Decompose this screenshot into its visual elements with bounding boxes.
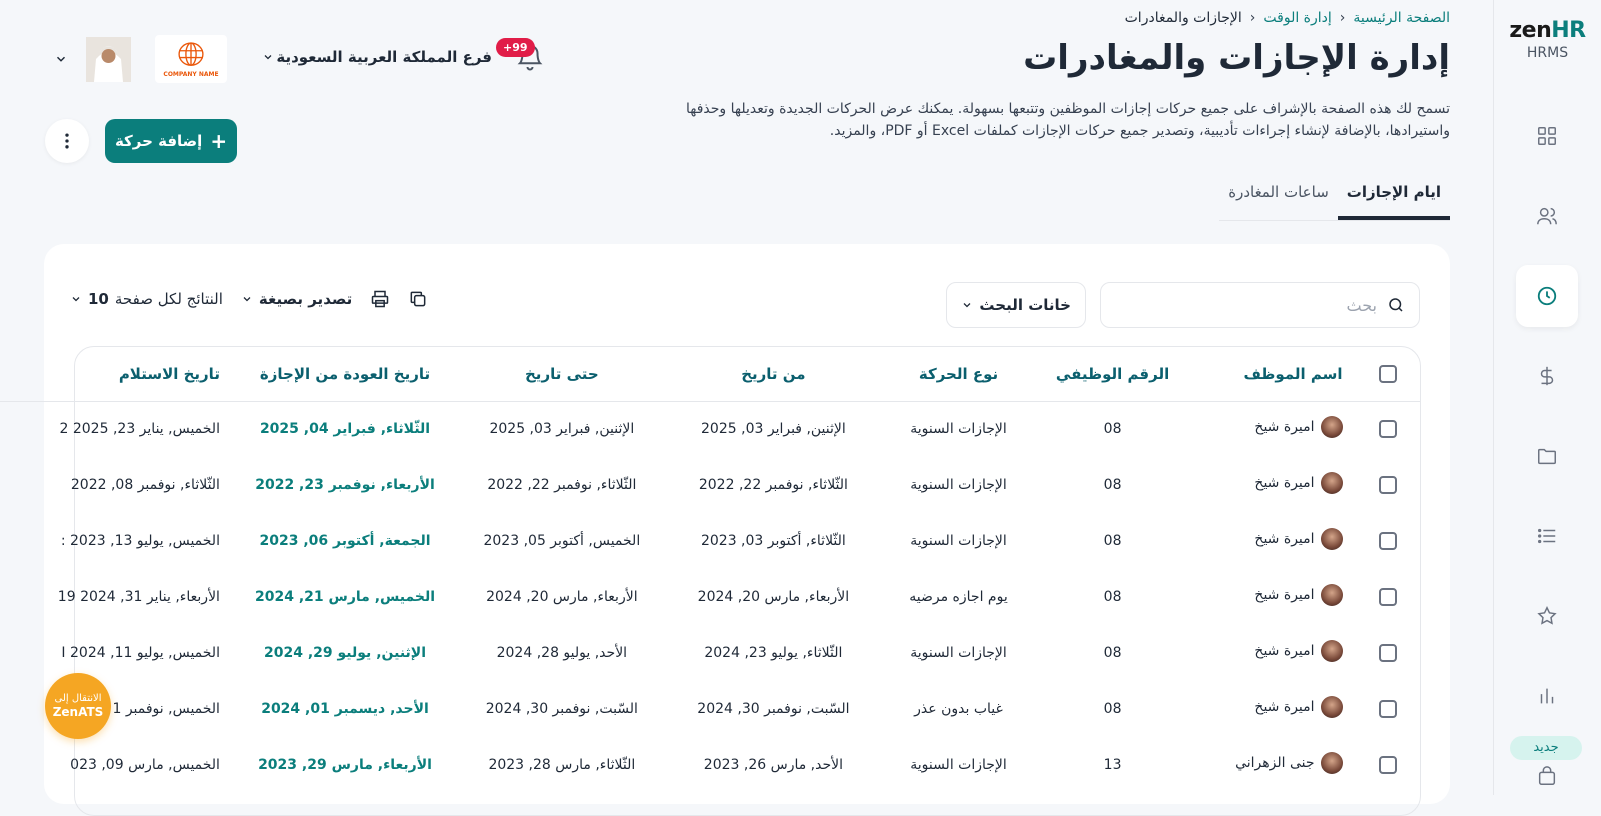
table-row[interactable] <box>0 457 1420 513</box>
sidebar <box>1493 0 1600 795</box>
return-date: الأحد, ديسمبر 01, 2024 <box>261 701 429 717</box>
select-all-checkbox[interactable] <box>1379 365 1397 383</box>
sidebar-item-store[interactable] <box>1516 745 1578 807</box>
breadcrumb-current: الإجازات والمغادرات <box>1124 10 1242 26</box>
to-date: الثّلاثاء, نوفمبر 22, 2022 <box>487 477 637 493</box>
new-badge: جديد <box>1510 736 1582 760</box>
app-logo[interactable]: zenHR HRMS <box>1509 18 1586 61</box>
search-input[interactable] <box>1100 282 1420 328</box>
sidebar-item-documents[interactable] <box>1516 425 1578 487</box>
row-checkbox[interactable] <box>1379 532 1397 550</box>
transaction-type: غياب بدون عذر <box>914 701 1003 717</box>
transaction-type: الإجازات السنوية <box>910 421 1007 438</box>
employee-id: 08 <box>1103 645 1122 661</box>
from-date: الأحد, مارس 26, 2023 <box>703 757 843 773</box>
employee-avatar <box>1321 696 1343 718</box>
zenats-floating-button[interactable] <box>45 673 111 739</box>
zenats-line1: الانتقال إلى <box>54 693 102 704</box>
return-date: الأربعاء, مارس 29, 2023 <box>258 757 432 773</box>
sidebar-item-lists[interactable] <box>1516 505 1578 567</box>
dashboard-icon <box>1536 125 1558 147</box>
breadcrumb-section[interactable]: إدارة الوقت <box>1263 10 1332 26</box>
header-return-date[interactable]: تاريخ العودة من الإجازة <box>234 347 456 401</box>
clock-icon <box>1536 285 1558 307</box>
page-title: إدارة الإجازات والمغادرات <box>1023 38 1450 78</box>
employee-id: 08 <box>1103 421 1122 438</box>
return-date: الإثنين, يوليو 29, 2024 <box>264 645 427 661</box>
receive-date: الخميس, يوليو 11, 2024 I <box>61 645 220 661</box>
employee-id: 08 <box>1103 701 1122 717</box>
sidebar-item-reports[interactable] <box>1516 665 1578 727</box>
return-date: الجمعة, أكتوبر 06, 2023 <box>259 533 431 549</box>
header-from-date[interactable]: من تاريخ <box>668 347 880 401</box>
copy-icon[interactable] <box>408 289 428 309</box>
chevron-down-icon <box>961 299 973 311</box>
employee-id: 08 <box>1103 477 1122 493</box>
transaction-type: الإجازات السنوية <box>910 477 1007 493</box>
search-placeholder: بحث <box>1346 295 1377 315</box>
return-date: الثّلاثاء, فبراير 04, 2025 <box>259 421 431 438</box>
from-date: الثّلاثاء, يوليو 23, 2024 <box>704 645 843 661</box>
table-row[interactable] <box>0 513 1420 569</box>
employee-avatar <box>1321 752 1343 774</box>
employee-id: 08 <box>1103 589 1122 605</box>
receive-date: الخميس, نوفمبر 1 <box>112 701 220 717</box>
breadcrumb-home[interactable]: الصفحة الرئيسية <box>1353 10 1450 26</box>
sidebar-item-time[interactable] <box>1516 265 1578 327</box>
to-date: السّبت, نوفمبر 30, 2024 <box>485 701 638 717</box>
more-options-button[interactable] <box>45 119 89 163</box>
to-date: الخميس, أكتوبر 05, 2023 <box>483 533 641 549</box>
leaves-table <box>0 347 1420 793</box>
folder-icon <box>1536 445 1558 467</box>
export-dropdown[interactable] <box>241 290 352 308</box>
print-icon[interactable] <box>370 289 390 309</box>
tabs <box>1219 178 1450 221</box>
sidebar-item-dashboard[interactable] <box>1516 105 1578 167</box>
employee-avatar <box>1321 640 1343 662</box>
branch-select[interactable] <box>262 48 492 66</box>
to-date: الثّلاثاء, مارس 28, 2023 <box>488 757 636 773</box>
header-employee-name[interactable]: اسم الموظف <box>1187 347 1356 401</box>
chevron-down-icon[interactable] <box>54 52 68 66</box>
chevron-down-icon <box>70 293 82 305</box>
user-avatar[interactable] <box>86 37 131 82</box>
table-row[interactable] <box>0 401 1420 457</box>
employee-name[interactable]: اميرة شيخ <box>1254 531 1315 547</box>
transaction-type: الإجازات السنوية <box>910 645 1007 661</box>
transaction-type: يوم اجازه مرضيه <box>909 589 1008 605</box>
receive-date: الخميس, مارس 09, 023 <box>70 757 220 773</box>
table-header-row <box>0 347 1420 401</box>
star-icon <box>1536 605 1558 627</box>
header-receive-date[interactable]: تاريخ الاستلام <box>0 347 234 401</box>
search-icon <box>1387 296 1405 314</box>
chevron-down-icon <box>262 51 274 63</box>
table-row[interactable] <box>0 569 1420 625</box>
search-fields-select[interactable] <box>946 282 1086 328</box>
row-checkbox[interactable] <box>1379 476 1397 494</box>
employee-id: 13 <box>1103 757 1122 773</box>
table-row[interactable] <box>0 737 1420 793</box>
export-label: تصدير بصيغة <box>258 290 353 308</box>
from-date: الثّلاثاء, نوفمبر 22, 2022 <box>698 477 848 493</box>
transaction-type: الإجازات السنوية <box>910 757 1007 773</box>
per-page-select[interactable] <box>70 290 223 308</box>
globe-icon <box>174 40 208 70</box>
employee-name[interactable]: اميرة شيخ <box>1254 587 1315 603</box>
return-date: الخميس, مارس 21, 2024 <box>254 589 436 605</box>
receive-date: الخميس, يناير 23, 2025 2 <box>59 421 220 438</box>
employee-id: 08 <box>1103 533 1122 549</box>
leaves-table-container[interactable] <box>57 346 1421 816</box>
sidebar-item-performance[interactable] <box>1516 585 1578 647</box>
company-logo[interactable]: COMPANY NAME <box>155 35 227 83</box>
employee-avatar <box>1321 528 1343 550</box>
per-page-label: النتائج لكل صفحة <box>114 290 223 308</box>
employee-avatar <box>1321 472 1343 494</box>
to-date: الإثنين, فبراير 03, 2025 <box>489 421 635 438</box>
bag-icon <box>1536 765 1558 787</box>
row-checkbox[interactable] <box>1379 756 1397 774</box>
employee-name[interactable]: جنى الزهراني <box>1235 755 1315 771</box>
from-date: الأربعاء, مارس 20, 2024 <box>697 589 850 605</box>
people-icon <box>1536 205 1558 227</box>
header-employee-id[interactable]: الرقم الوظيفي <box>1038 347 1187 401</box>
bar-chart-icon <box>1536 685 1558 707</box>
row-checkbox[interactable] <box>1379 700 1397 718</box>
receive-date: الأربعاء, يناير 31, 2024 19 <box>57 589 220 605</box>
list-icon <box>1536 525 1558 547</box>
row-checkbox[interactable] <box>1379 644 1397 662</box>
tab-leave-hours[interactable]: ساعات المغادرة <box>1228 183 1329 201</box>
dollar-icon <box>1536 365 1558 387</box>
table-row[interactable] <box>0 625 1420 681</box>
from-date: السّبت, نوفمبر 30, 2024 <box>697 701 850 717</box>
receive-date: الخميس, يوليو 13, 2023 : <box>60 533 220 549</box>
plus-icon: + <box>210 129 228 153</box>
employee-name[interactable]: اميرة شيخ <box>1254 419 1315 436</box>
from-date: الثّلاثاء, أكتوبر 03, 2023 <box>700 533 846 549</box>
sidebar-item-people[interactable] <box>1516 185 1578 247</box>
page-description: تسمح لك هذه الصفحة بالإشراف على جميع حركات إجازات الموظفين وتتبعها بسهولة. يمكنك عرض الحركات الجديدة وتعديلها وحذفها واستيرادها، بالإضافة لإنشاء إجراءات تأديبية، وتصدير جميع حركات الإجازات كملفات Excel أو PDF، والمزيد. <box>686 101 1450 139</box>
row-checkbox[interactable] <box>1379 420 1397 438</box>
sidebar-item-payroll[interactable] <box>1516 345 1578 407</box>
leaves-card <box>44 244 1450 804</box>
receive-date: الثّلاثاء, نوفمبر 08, 2022 <box>70 477 220 493</box>
more-vertical-icon <box>57 131 77 151</box>
table-toolbar <box>70 284 428 314</box>
employee-name[interactable]: اميرة شيخ <box>1254 475 1315 491</box>
row-checkbox[interactable] <box>1379 588 1397 606</box>
employee-avatar <box>1321 584 1343 606</box>
tab-leave-days[interactable]: ايام الإجازات <box>1338 178 1450 220</box>
header-to-date[interactable]: حتى تاريخ <box>456 347 668 401</box>
table-row[interactable] <box>0 681 1420 737</box>
to-date: الأحد, يوليو 28, 2024 <box>496 645 628 661</box>
add-transaction-button[interactable] <box>105 119 237 163</box>
employee-avatar <box>1321 416 1343 438</box>
per-page-value: 10 <box>88 290 109 308</box>
notification-badge: +99 <box>496 38 535 57</box>
from-date: الإثنين, فبراير 03, 2025 <box>701 421 846 438</box>
return-date: الأربعاء, نوفمبر 23, 2022 <box>255 477 435 493</box>
breadcrumb <box>1125 10 1450 26</box>
chevron-down-icon <box>241 293 253 305</box>
branch-label: فرع المملكة العربية السعودية <box>276 48 492 66</box>
employee-name[interactable]: اميرة شيخ <box>1254 699 1315 715</box>
add-transaction-label: إضافة حركة <box>114 132 203 150</box>
header-select-all[interactable] <box>1357 347 1420 401</box>
zenats-line2: ZenATS <box>52 705 104 719</box>
header-type[interactable]: نوع الحركة <box>879 347 1038 401</box>
employee-name[interactable]: اميرة شيخ <box>1254 643 1315 659</box>
chevron-left-icon: ‹ <box>1339 10 1346 26</box>
to-date: الأربعاء, مارس 20, 2024 <box>486 589 638 605</box>
chevron-left-icon: ‹ <box>1249 10 1256 26</box>
transaction-type: الإجازات السنوية <box>910 533 1007 549</box>
search-fields-label: خانات البحث <box>979 296 1071 314</box>
